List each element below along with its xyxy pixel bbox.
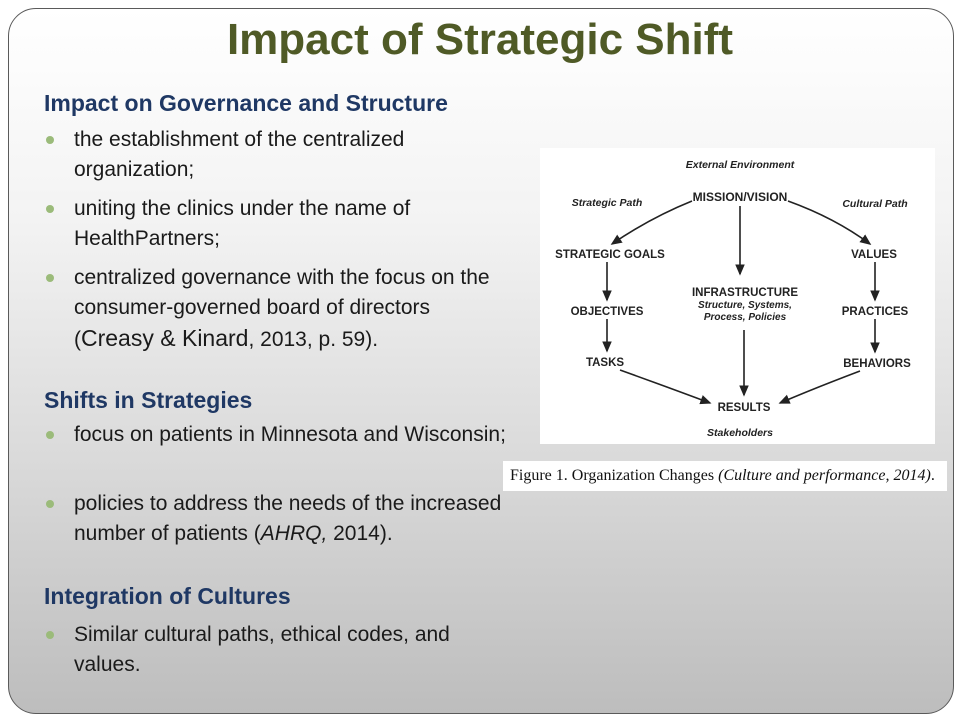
bullet-dot-icon <box>46 431 54 439</box>
node-practices: PRACTICES <box>841 306 909 318</box>
node-infrastructure: INFRASTRUCTURE <box>691 287 799 299</box>
label-stakeholders: Stakeholders <box>707 427 773 439</box>
bullet-dot-icon <box>46 274 54 282</box>
citation-authors: Creasy & Kinard <box>81 325 249 351</box>
content-column <box>44 88 514 680</box>
citation-ahrq: AHRQ, <box>260 522 328 545</box>
infra-sub-2: Process, Policies <box>703 312 787 323</box>
bullet-item: Similar cultural paths, ethical codes, and values. <box>44 620 514 680</box>
label-external: External Environment <box>685 159 795 171</box>
label-cultural-path: Cultural Path <box>842 198 908 210</box>
bullet-dot-icon <box>46 205 54 213</box>
organization-diagram <box>540 148 935 444</box>
slide-title: Impact of Strategic Shift <box>226 15 734 64</box>
label-strategic-path: Strategic Path <box>571 197 643 209</box>
diagram-svg <box>540 148 935 444</box>
heading-cultures: Integration of Cultures <box>44 583 291 609</box>
bullet-dot-icon <box>46 500 54 508</box>
node-objectives: OBJECTIVES <box>570 306 644 318</box>
figure-caption: Figure 1. Organization Changes (Culture and performance, 2014). <box>503 461 947 491</box>
bullet-dot-icon <box>46 631 54 639</box>
bullet-dot-icon <box>46 136 54 144</box>
node-mission: MISSION/VISION <box>692 190 788 204</box>
node-behaviors: BEHAVIORS <box>843 358 911 370</box>
bullet-item: centralized governance with the focus on the consumer-governed board of directors (Creasy & Kinard, 2013, p. 59). <box>44 263 514 383</box>
arrow-tasks-results <box>620 370 710 403</box>
arrow-behaviors-results <box>780 371 860 403</box>
bullet-item: policies to address the needs of the increased number of patients (AHRQ, 2014). <box>44 489 514 579</box>
node-results: RESULTS <box>717 402 771 414</box>
bullet-item: focus on patients in Minnesota and Wisconsin; <box>44 420 514 480</box>
heading-governance: Impact on Governance and Structure <box>44 90 448 116</box>
node-values: VALUES <box>851 249 897 261</box>
infra-sub-1: Structure, Systems, <box>698 300 792 311</box>
bullet-item: the establishment of the centralized organization; <box>44 125 514 185</box>
node-strategic-goals: STRATEGIC GOALS <box>555 249 665 261</box>
heading-strategies: Shifts in Strategies <box>44 387 253 413</box>
node-tasks: TASKS <box>585 357 625 369</box>
bullet-item: uniting the clinics under the name of HealthPartners; <box>44 194 514 254</box>
